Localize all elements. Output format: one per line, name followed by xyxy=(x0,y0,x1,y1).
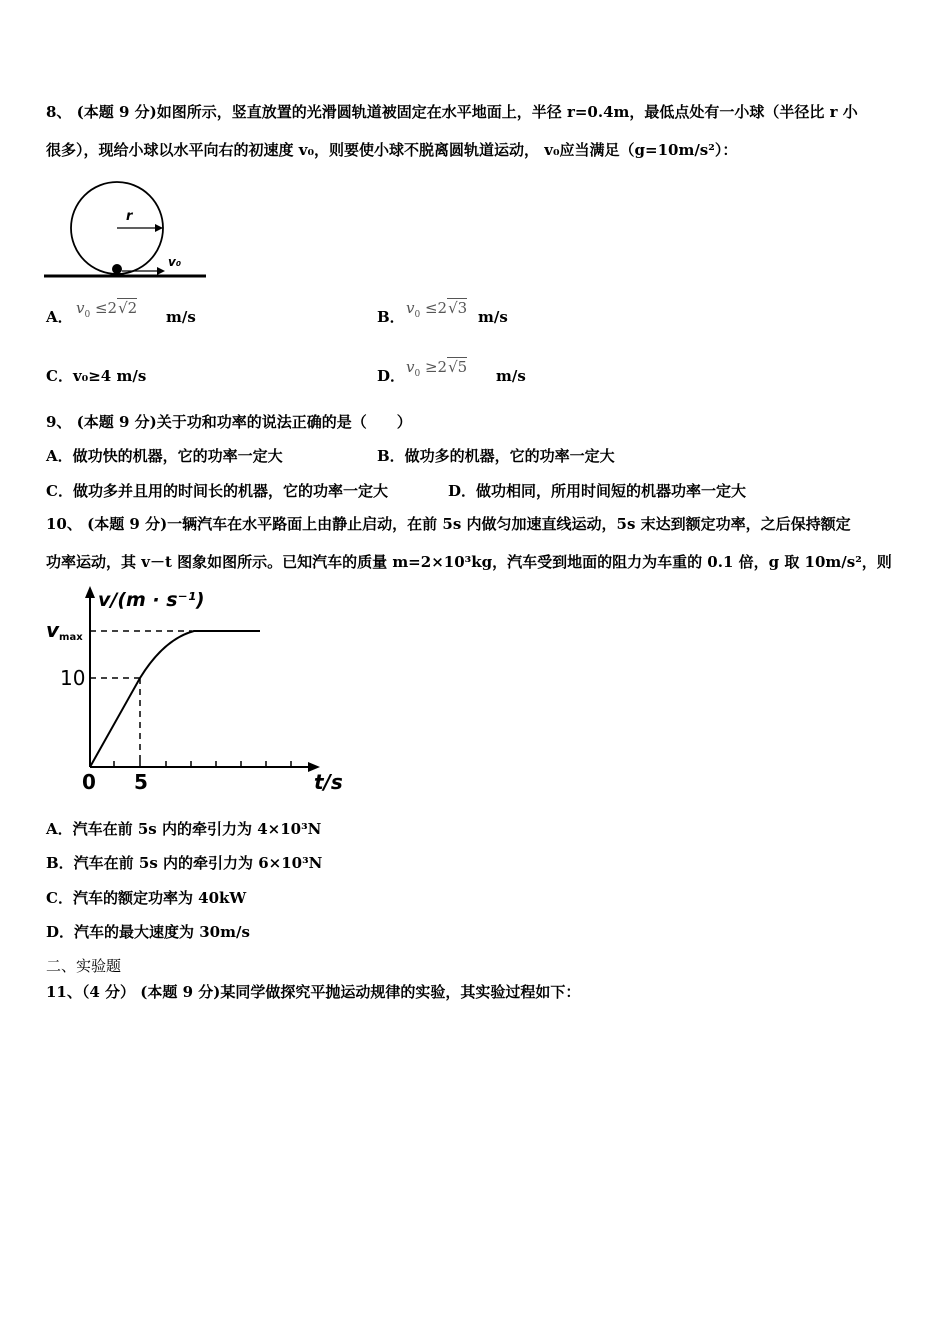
q8-option-b[interactable] xyxy=(377,307,405,327)
q9-option-c[interactable]: C．做功多并且用的时间长的机器，它的功率一定大 xyxy=(46,482,388,500)
velocity-label: v₀ xyxy=(168,255,182,269)
option-letter: B． xyxy=(377,308,405,326)
q9-option-d[interactable]: D．做功相同，所用时间短的机器功率一定大 xyxy=(448,482,747,500)
q8-option-d-expr: $v_0 \ge 2√5$ xyxy=(406,358,468,379)
radius-arrowhead xyxy=(155,224,163,232)
q8-stem-line2: 很多），现给小球以水平向右的初速度 v₀，则要使小球不脱离圆轨道运动， v₀应当满足（g=10m/s²）： xyxy=(46,141,738,159)
velocity-arrowhead xyxy=(157,267,165,275)
y-axis-label: v/(m · s⁻¹) xyxy=(98,589,205,611)
section-title: 二、实验题 xyxy=(46,957,122,975)
radius-label: r xyxy=(126,209,133,224)
q10-option-d[interactable]: D．汽车的最大速度为 30m/s xyxy=(46,923,250,941)
q9-stem: 9、 (本题 9 分)关于功和功率的说法正确的是（ ） xyxy=(46,413,412,431)
q8-option-a-expr: $v_0 \le 2√2$ xyxy=(76,299,138,320)
q10-option-a[interactable]: A．汽车在前 5s 内的牵引力为 4×10³N xyxy=(46,820,322,838)
q8-option-b-expr: $v_0 \le 2√3$ xyxy=(406,299,468,320)
q10-option-b[interactable]: B．汽车在前 5s 内的牵引力为 6×10³N xyxy=(46,854,323,872)
q8-stem-line1: 8、 (本题 9 分)如图所示，竖直放置的光滑圆轨道被固定在水平地面上，半径 r=0.4m，最低点处有一小球（半径比 r 小 xyxy=(46,103,858,121)
q10-option-c[interactable]: C．汽车的额定功率为 40kW xyxy=(46,889,247,907)
origin-label: 0 xyxy=(82,770,96,794)
q10-vt-graph xyxy=(44,584,344,798)
q9-option-b[interactable]: B．做功多的机器，它的功率一定大 xyxy=(377,447,615,465)
q8-option-a[interactable] xyxy=(46,307,73,327)
q8-option-d[interactable] xyxy=(377,366,405,386)
q10-stem-line1: 10、 (本题 9 分)一辆汽车在水平路面上由静止启动，在前 5s 内做匀加速直线运动，5s 末达到额定功率，之后保持额定 xyxy=(46,515,851,533)
q8-option-d-unit: m/s xyxy=(496,367,526,385)
option-letter: C． xyxy=(46,367,73,385)
option-c-expr: v₀≥4 m/s xyxy=(72,367,147,385)
q8-option-a-unit: m/s xyxy=(166,308,196,326)
q10-stem-line2: 功率运动，其 v－t 图象如图所示。已知汽车的质量 m=2×10³kg，汽车受到地面的阻力为车重的 0.1 倍，g 取 10m/s²，则 xyxy=(46,553,892,571)
vmax-label: vmax xyxy=(46,618,83,643)
x-tick-label: 5 xyxy=(134,770,148,794)
ball xyxy=(112,264,122,274)
option-letter: A． xyxy=(46,308,73,326)
y-axis-arrowhead xyxy=(85,586,95,598)
vt-curve xyxy=(90,631,260,767)
y-tick-label: 10 xyxy=(60,666,86,690)
q11-stem: 11、（4 分） (本题 9 分)某同学做探究平抛运动规律的实验，其实验过程如下： xyxy=(46,983,581,1001)
q8-circle-track-figure xyxy=(44,180,208,280)
q9-option-a[interactable]: A．做功快的机器，它的功率一定大 xyxy=(46,447,283,465)
option-letter: D． xyxy=(377,367,406,385)
q8-option-b-unit: m/s xyxy=(478,308,508,326)
x-axis-label: t/s xyxy=(314,770,343,794)
q8-option-c[interactable] xyxy=(46,366,146,386)
